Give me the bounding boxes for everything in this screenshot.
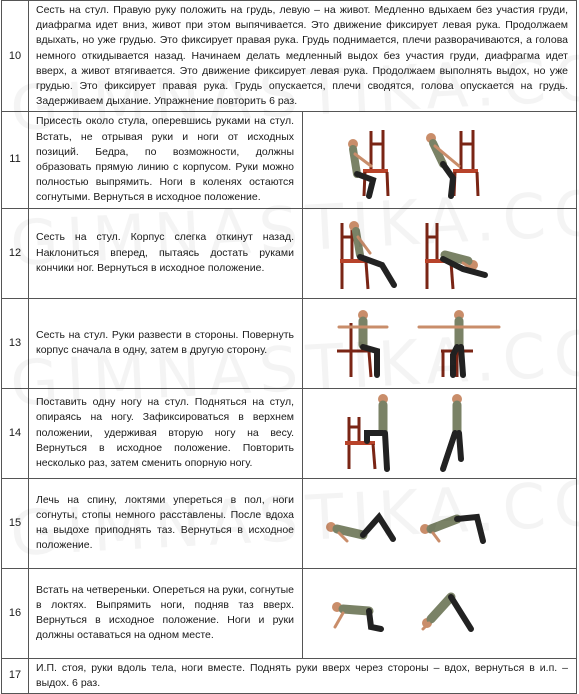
exercise-description: Встать на четвереньки. Опереться на руки, согнутые в локтях. Выпрямить ноги, подняв таз вверх. Вернуться в исходное положение. Ноги и руки должны оставаться на одном месте. (29, 568, 303, 658)
exercise-number: 14 (2, 388, 29, 478)
table-row (2, 568, 577, 658)
exercise-illustrations (303, 208, 577, 298)
exercise-description: Присесть около стула, оперевшись руками на стул. Встать, не отрывая руки и ноги от исходных позиций. Бедра, по возможности, должны образовать прямую линию с корпусом. Руки можно полностью выпрямить. Ноги в коленях остаются согнутыми. Вернуться в исходное положение. (29, 112, 303, 208)
exercise-illustrations (303, 568, 577, 658)
exercise-number: 15 (2, 478, 29, 568)
exercise-description: И.П. стоя, руки вдоль тела, ноги вместе. Поднять руки вверх через стороны – вдох, вернуться в и.п. – выдох. 6 раз. (29, 658, 577, 693)
exercise-figure (303, 389, 511, 477)
table-row (2, 112, 577, 208)
exercise-figure (303, 299, 511, 387)
exercise-number: 12 (2, 208, 29, 298)
exercise-figure (303, 209, 511, 297)
table-row (2, 388, 577, 478)
exercise-number: 13 (2, 298, 29, 388)
exercise-description: Лечь на спину, локтями упереться в пол, ноги согнуты, стопы немного расставлены. После вдоха на выдохе приподнять таз. Вернуться в исходное положение. (29, 478, 303, 568)
exercise-description: Сесть на стул. Руки развести в стороны. Повернуть корпус сначала в одну, затем в другую сторону. (29, 298, 303, 388)
table-row (2, 658, 577, 693)
exercise-description: Поставить одну ногу на стул. Подняться на стул, опираясь на ногу. Зафиксироваться в верхнем положении, удерживая вторую ногу на весу. Вернуться в исходное положение. Повторить несколько раз, затем сменить опорную ногу. (29, 388, 303, 478)
table-row (2, 478, 577, 568)
exercise-illustrations (303, 478, 577, 568)
exercise-number: 10 (2, 1, 29, 112)
exercise-number: 17 (2, 658, 29, 693)
exercise-description: Сесть на стул. Корпус слегка откинут назад. Наклониться вперед, пытаясь достать руками кончики ног. Вернуться в исходное положение. (29, 208, 303, 298)
exercise-number: 11 (2, 112, 29, 208)
table-row (2, 1, 577, 112)
exercise-table (1, 0, 577, 694)
table-row (2, 208, 577, 298)
exercise-description: Сесть на стул. Правую руку положить на грудь, левую – на живот. Медленно вдыхаем без участия груди, диафрагма идет вниз, живот при этом выпячивается. Это движение фиксирует левая рука. Продолжаем вдыхать, но уже грудью. Это фиксирует правая рука. Грудь поднимается, плечи разворачиваются, а голова немного откидывается назад. Начинаем делать медленный выдох без участия груди, диафрагма идет вверх, а живот втягивается. Это движение фиксирует левая рука. Продолжаем выполнять выдох, но уже грудью. Это фиксирует правая рука. Грудь опускается, плечи сводятся, голова опускается на грудь. Задерживаем дыхание. Упражнение повторить 6 раз. (29, 1, 577, 112)
exercise-figure (303, 479, 511, 567)
exercise-number: 16 (2, 568, 29, 658)
table-row (2, 298, 577, 388)
exercise-illustrations (303, 298, 577, 388)
exercise-illustrations (303, 112, 577, 208)
exercise-illustrations (303, 388, 577, 478)
exercise-figure (303, 569, 511, 657)
exercise-figure (303, 116, 511, 204)
